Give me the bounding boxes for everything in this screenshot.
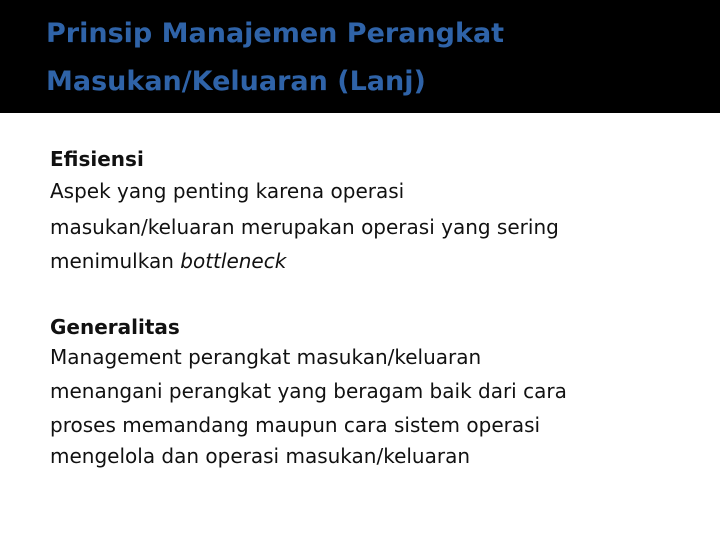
generalitas-line-2: menangani perangkat yang beragam baik dari cara	[50, 379, 567, 403]
title-bar	[0, 0, 720, 113]
bottleneck-italic: bottleneck	[180, 249, 287, 273]
efisiensi-line-3	[50, 245, 286, 277]
efisiensi-line-1: Aspek yang penting karena operasi	[50, 179, 405, 203]
efisiensi-line-3-prefix: menimulkan	[50, 249, 181, 273]
generalitas-line-4: mengelola dan operasi masukan/keluaran	[50, 444, 471, 468]
slide-title-line-1: Prinsip Manajemen Perangkat	[46, 18, 505, 49]
efisiensi-line-2: masukan/keluaran merupakan operasi yang sering	[50, 215, 559, 239]
section-heading-efisiensi: Efisiensi	[50, 147, 144, 171]
generalitas-line-1: Management perangkat masukan/keluaran	[50, 345, 482, 369]
generalitas-line-3: proses memandang maupun cara sistem operasi	[50, 413, 541, 437]
slide-title-line-2: Masukan/Keluaran (Lanj)	[46, 66, 426, 97]
section-heading-generalitas: Generalitas	[50, 315, 180, 339]
